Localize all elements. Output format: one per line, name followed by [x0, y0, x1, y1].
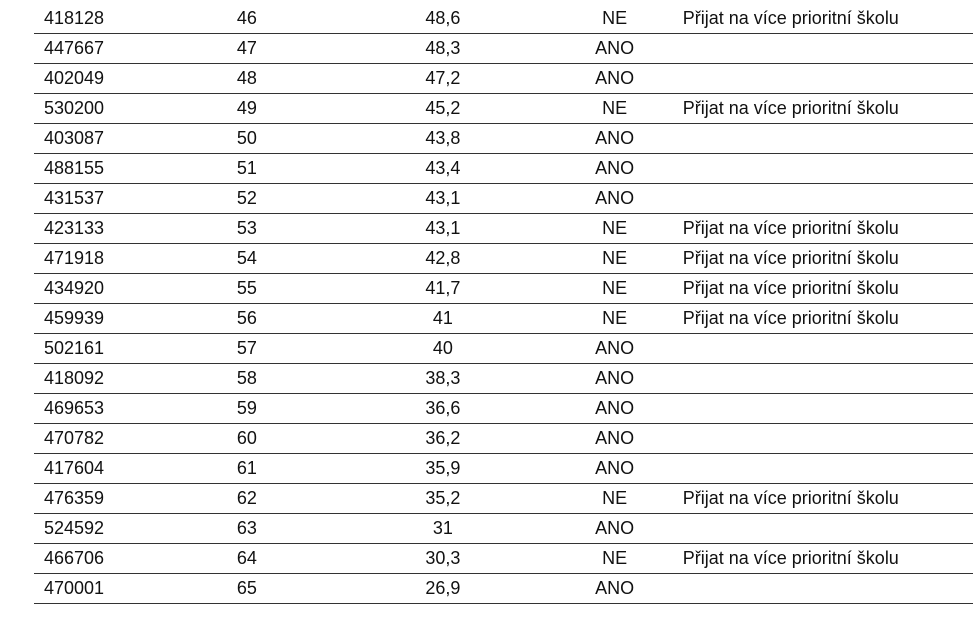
rank-cell: 55	[165, 274, 330, 304]
note-cell	[673, 154, 973, 184]
note-cell: Přijat na více prioritní školu	[673, 4, 973, 34]
applicant-code-cell: 434920	[34, 274, 165, 304]
rank-cell: 64	[165, 544, 330, 574]
applicant-code-cell: 403087	[34, 124, 165, 154]
admitted-cell: NE	[557, 274, 673, 304]
admission-results-table	[34, 4, 973, 604]
note-cell	[673, 394, 973, 424]
points-cell: 45,2	[329, 94, 556, 124]
note-cell	[673, 124, 973, 154]
rank-cell: 65	[165, 574, 330, 604]
applicant-code-cell: 471918	[34, 244, 165, 274]
points-cell: 36,6	[329, 394, 556, 424]
table-row	[34, 94, 973, 124]
applicant-code-cell: 466706	[34, 544, 165, 574]
table-row	[34, 274, 973, 304]
admitted-cell: NE	[557, 4, 673, 34]
points-cell: 36,2	[329, 424, 556, 454]
note-cell: Přijat na více prioritní školu	[673, 94, 973, 124]
table-row	[34, 184, 973, 214]
table-row	[34, 34, 973, 64]
table-row	[34, 364, 973, 394]
admitted-cell: ANO	[557, 154, 673, 184]
applicant-code-cell: 488155	[34, 154, 165, 184]
admitted-cell: ANO	[557, 334, 673, 364]
admitted-cell: ANO	[557, 514, 673, 544]
note-cell: Přijat na více prioritní školu	[673, 484, 973, 514]
points-cell: 26,9	[329, 574, 556, 604]
table-row	[34, 424, 973, 454]
admitted-cell: ANO	[557, 64, 673, 94]
note-cell	[673, 574, 973, 604]
applicant-code-cell: 469653	[34, 394, 165, 424]
points-cell: 31	[329, 514, 556, 544]
admitted-cell: NE	[557, 544, 673, 574]
points-cell: 35,9	[329, 454, 556, 484]
rank-cell: 52	[165, 184, 330, 214]
applicant-code-cell: 502161	[34, 334, 165, 364]
applicant-code-cell: 423133	[34, 214, 165, 244]
points-cell: 43,4	[329, 154, 556, 184]
note-cell	[673, 64, 973, 94]
admitted-cell: ANO	[557, 454, 673, 484]
note-cell	[673, 334, 973, 364]
rank-cell: 57	[165, 334, 330, 364]
table-row	[34, 544, 973, 574]
rank-cell: 63	[165, 514, 330, 544]
admitted-cell: NE	[557, 484, 673, 514]
points-cell: 43,1	[329, 184, 556, 214]
admitted-cell: ANO	[557, 124, 673, 154]
applicant-code-cell: 459939	[34, 304, 165, 334]
applicant-code-cell: 402049	[34, 64, 165, 94]
table-row	[34, 64, 973, 94]
rank-cell: 56	[165, 304, 330, 334]
note-cell	[673, 184, 973, 214]
admitted-cell: ANO	[557, 394, 673, 424]
table-row	[34, 574, 973, 604]
points-cell: 40	[329, 334, 556, 364]
applicant-code-cell: 418092	[34, 364, 165, 394]
points-cell: 35,2	[329, 484, 556, 514]
rank-cell: 61	[165, 454, 330, 484]
table-row	[34, 4, 973, 34]
applicant-code-cell: 417604	[34, 454, 165, 484]
admitted-cell: ANO	[557, 34, 673, 64]
points-cell: 48,3	[329, 34, 556, 64]
table-row	[34, 244, 973, 274]
table-row	[34, 214, 973, 244]
admitted-cell: ANO	[557, 184, 673, 214]
applicant-code-cell: 476359	[34, 484, 165, 514]
admitted-cell: NE	[557, 214, 673, 244]
applicant-code-cell: 530200	[34, 94, 165, 124]
table-row	[34, 484, 973, 514]
rank-cell: 58	[165, 364, 330, 394]
note-cell	[673, 364, 973, 394]
table-body	[34, 4, 973, 604]
table-row	[34, 304, 973, 334]
note-cell: Přijat na více prioritní školu	[673, 244, 973, 274]
admitted-cell: NE	[557, 244, 673, 274]
admitted-cell: NE	[557, 304, 673, 334]
rank-cell: 51	[165, 154, 330, 184]
note-cell: Přijat na více prioritní školu	[673, 304, 973, 334]
rank-cell: 48	[165, 64, 330, 94]
rank-cell: 46	[165, 4, 330, 34]
applicant-code-cell: 470782	[34, 424, 165, 454]
note-cell	[673, 424, 973, 454]
rank-cell: 54	[165, 244, 330, 274]
note-cell	[673, 34, 973, 64]
points-cell: 43,8	[329, 124, 556, 154]
points-cell: 41,7	[329, 274, 556, 304]
note-cell: Přijat na více prioritní školu	[673, 214, 973, 244]
applicant-code-cell: 418128	[34, 4, 165, 34]
points-cell: 41	[329, 304, 556, 334]
applicant-code-cell: 447667	[34, 34, 165, 64]
note-cell: Přijat na více prioritní školu	[673, 274, 973, 304]
table-row	[34, 514, 973, 544]
table-row	[34, 334, 973, 364]
admitted-cell: ANO	[557, 424, 673, 454]
rank-cell: 60	[165, 424, 330, 454]
applicant-code-cell: 470001	[34, 574, 165, 604]
applicant-code-cell: 431537	[34, 184, 165, 214]
points-cell: 47,2	[329, 64, 556, 94]
points-cell: 38,3	[329, 364, 556, 394]
rank-cell: 62	[165, 484, 330, 514]
rank-cell: 50	[165, 124, 330, 154]
results-table	[34, 4, 973, 604]
admitted-cell: ANO	[557, 364, 673, 394]
admitted-cell: ANO	[557, 574, 673, 604]
table-row	[34, 154, 973, 184]
points-cell: 30,3	[329, 544, 556, 574]
note-cell	[673, 454, 973, 484]
points-cell: 43,1	[329, 214, 556, 244]
table-row	[34, 454, 973, 484]
note-cell	[673, 514, 973, 544]
rank-cell: 53	[165, 214, 330, 244]
rank-cell: 49	[165, 94, 330, 124]
rank-cell: 47	[165, 34, 330, 64]
applicant-code-cell: 524592	[34, 514, 165, 544]
points-cell: 48,6	[329, 4, 556, 34]
points-cell: 42,8	[329, 244, 556, 274]
note-cell: Přijat na více prioritní školu	[673, 544, 973, 574]
table-row	[34, 124, 973, 154]
admitted-cell: NE	[557, 94, 673, 124]
table-row	[34, 394, 973, 424]
rank-cell: 59	[165, 394, 330, 424]
